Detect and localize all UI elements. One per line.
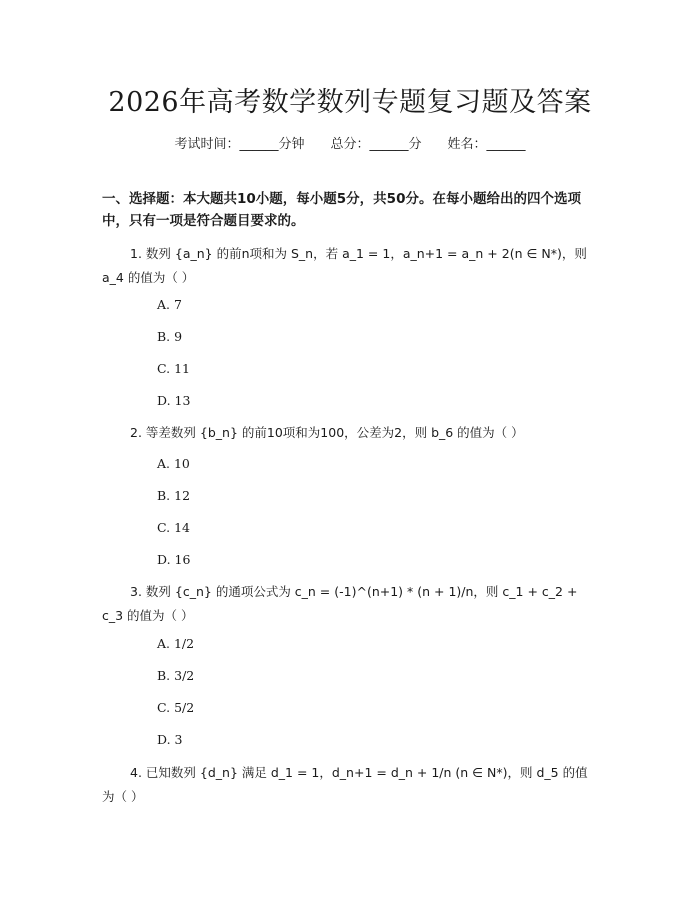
question-3-option-b: B. 3/2 xyxy=(157,668,195,683)
question-stem: 数列 {c_n} 的通项公式为 c_n = (-1)^(n+1) * (n + 1)/n，则 c_1 + c_2 + c_3 的值为（ ） xyxy=(102,584,578,623)
question-number: 1. xyxy=(130,246,142,261)
exam-meta-line xyxy=(0,133,700,152)
page-title: 2026年高考数学数列专题复习题及答案 xyxy=(108,87,592,118)
question-1-option-b: B. 9 xyxy=(157,329,183,344)
question-number: 4. xyxy=(130,765,142,780)
question-4 xyxy=(102,761,598,809)
section-heading: 一、选择题：本大题共10小题，每小题5分，共50分。在每小题给出的四个选项中，只有一项是符合题目要求的。 xyxy=(102,191,581,229)
question-3 xyxy=(102,580,598,628)
question-3-option-c: C. 5/2 xyxy=(157,700,195,715)
student-name-field: 姓名：______ xyxy=(447,137,526,152)
question-2-option-a: A. 10 xyxy=(157,456,190,471)
question-stem: 已知数列 {d_n} 满足 d_1 = 1，d_n+1 = d_n + 1/n (n ∈ N*)，则 d_5 的值为（ ） xyxy=(102,765,588,804)
question-1-option-d: D. 13 xyxy=(157,393,191,408)
question-number: 3. xyxy=(130,584,142,599)
question-3-option-d: D. 3 xyxy=(157,732,183,747)
question-2-option-b: B. 12 xyxy=(157,488,191,503)
total-score-field: 总分：______分 xyxy=(330,137,422,152)
question-3-option-a: A. 1/2 xyxy=(157,636,195,651)
question-1-option-a: A. 7 xyxy=(157,297,182,312)
question-2 xyxy=(102,421,598,445)
question-2-option-d: D. 16 xyxy=(157,552,191,567)
question-2-option-c: C. 14 xyxy=(157,520,190,535)
question-number: 2. xyxy=(130,425,142,440)
question-1-option-c: C. 11 xyxy=(157,361,190,376)
exam-time-field: 考试时间：______分钟 xyxy=(174,137,305,152)
question-stem: 等差数列 {b_n} 的前10项和为100，公差为2，则 b_6 的值为（ ） xyxy=(145,425,524,440)
question-1 xyxy=(102,242,598,290)
question-stem: 数列 {a_n} 的前n项和为 S_n，若 a_1 = 1，a_n+1 = a_n + 2(n ∈ N*)，则 a_4 的值为（ ） xyxy=(102,246,587,285)
